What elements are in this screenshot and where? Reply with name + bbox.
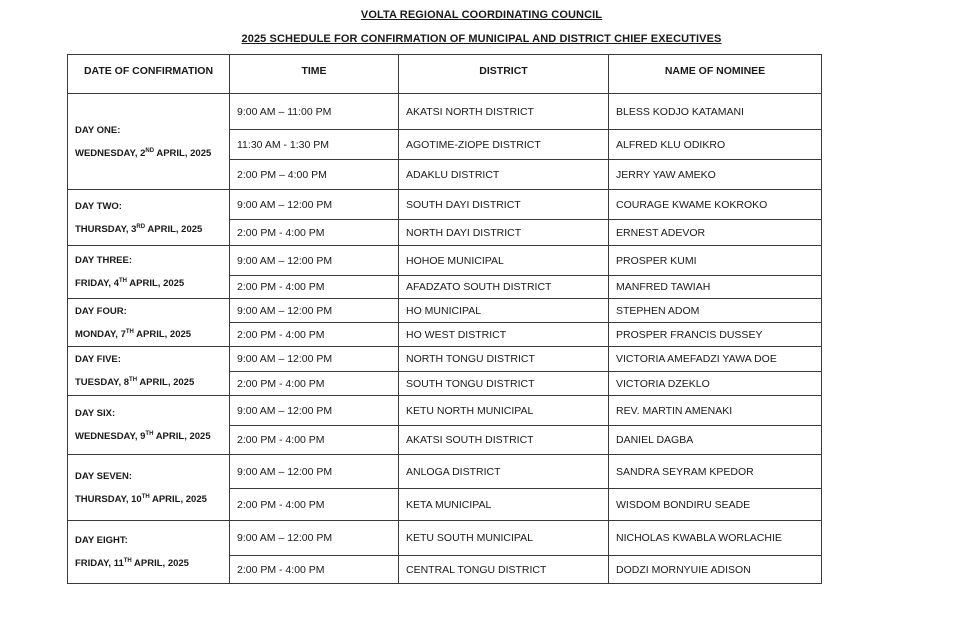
nominee-cell: PROSPER FRANCIS DUSSEY bbox=[609, 323, 822, 347]
nominee-cell: STEPHEN ADOM bbox=[609, 299, 822, 323]
nominee-cell: ERNEST ADEVOR bbox=[609, 220, 822, 246]
day-date bbox=[75, 488, 229, 511]
day-label: DAY THREE: bbox=[75, 255, 133, 266]
time-cell: 2:00 PM - 4:00 PM bbox=[230, 323, 399, 347]
time-cell: 2:00 PM - 4:00 PM bbox=[230, 220, 399, 246]
confirmation-schedule-table bbox=[67, 54, 822, 584]
day-label: DAY ONE: bbox=[75, 124, 121, 136]
day-date bbox=[75, 218, 229, 241]
district-cell: AGOTIME-ZIOPE DISTRICT bbox=[399, 130, 609, 160]
day-date-ordinal: ND bbox=[145, 147, 155, 154]
day-date-main: WEDNESDAY, 2 bbox=[75, 147, 146, 159]
day-date-ordinal: TH bbox=[141, 493, 150, 500]
time-cell: 2:00 PM - 4:00 PM bbox=[230, 276, 399, 299]
time-cell: 9:00 AM – 12:00 PM bbox=[230, 299, 399, 323]
table-row bbox=[68, 299, 822, 323]
confirmation-date-cell bbox=[68, 246, 230, 299]
confirmation-date-cell bbox=[68, 190, 230, 246]
time-cell: 2:00 PM - 4:00 PM bbox=[230, 372, 399, 396]
day-date bbox=[75, 323, 229, 346]
day-date bbox=[75, 371, 229, 394]
day-date-main: THURSDAY, 3 bbox=[75, 223, 137, 235]
day-date-ordinal: TH bbox=[123, 557, 132, 564]
column-header-date: DATE OF CONFIRMATION bbox=[68, 55, 230, 94]
day-date-month-year: APRIL, 2025 bbox=[154, 147, 212, 159]
nominee-cell: VICTORIA DZEKLO bbox=[609, 372, 822, 396]
day-date-month-year: APRIL, 2025 bbox=[153, 431, 211, 442]
district-cell: HO MUNICIPAL bbox=[399, 299, 609, 323]
day-date-month-year: APRIL, 2025 bbox=[149, 493, 207, 505]
time-cell: 9:00 AM – 12:00 PM bbox=[230, 521, 399, 556]
time-cell: 9:00 AM – 12:00 PM bbox=[230, 246, 399, 276]
day-date-main: WEDNESDAY, 9 bbox=[75, 431, 146, 442]
day-date-main: FRIDAY, 4 bbox=[75, 278, 119, 289]
nominee-cell: MANFRED TAWIAH bbox=[609, 276, 822, 299]
day-date-month-year: APRIL, 2025 bbox=[137, 377, 195, 388]
confirmation-date-cell bbox=[68, 396, 230, 455]
confirmation-date-cell bbox=[68, 521, 230, 584]
confirmation-date-cell bbox=[68, 299, 230, 347]
district-cell: AKATSI NORTH DISTRICT bbox=[399, 94, 609, 130]
district-cell: KETU NORTH MUNICIPAL bbox=[399, 396, 609, 426]
day-label: DAY SIX: bbox=[75, 408, 116, 419]
district-cell: NORTH TONGU DISTRICT bbox=[399, 347, 609, 372]
table-row bbox=[68, 455, 822, 489]
district-cell: AKATSI SOUTH DISTRICT bbox=[399, 426, 609, 455]
nominee-cell: VICTORIA AMEFADZI YAWA DOE bbox=[609, 347, 822, 372]
nominee-cell: PROSPER KUMI bbox=[609, 246, 822, 276]
nominee-cell: JERRY YAW AMEKO bbox=[609, 160, 822, 190]
day-date-main: THURSDAY, 10 bbox=[75, 493, 142, 505]
header-row bbox=[68, 55, 822, 94]
day-date-month-year: APRIL, 2025 bbox=[133, 328, 192, 340]
time-cell: 9:00 AM – 11:00 PM bbox=[230, 94, 399, 130]
nominee-cell: NICHOLAS KWABLA WORLACHIE bbox=[609, 521, 822, 556]
nominee-cell: DANIEL DAGBA bbox=[609, 426, 822, 455]
district-cell: KETA MUNICIPAL bbox=[399, 489, 609, 521]
district-cell: SOUTH TONGU DISTRICT bbox=[399, 372, 609, 396]
council-title: VOLTA REGIONAL COORDINATING COUNCIL bbox=[360, 9, 603, 21]
column-header-time: TIME bbox=[230, 55, 399, 94]
time-cell: 9:00 AM – 12:00 PM bbox=[230, 347, 399, 372]
day-label: DAY EIGHT: bbox=[75, 535, 128, 546]
district-cell: SOUTH DAYI DISTRICT bbox=[399, 190, 609, 220]
day-date-month-year: APRIL, 2025 bbox=[127, 278, 185, 289]
district-cell: AFADZATO SOUTH DISTRICT bbox=[399, 276, 609, 299]
day-date-main: MONDAY, 7 bbox=[75, 328, 126, 340]
time-cell: 9:00 AM – 12:00 PM bbox=[230, 396, 399, 426]
table-row bbox=[68, 396, 822, 426]
day-date bbox=[75, 272, 229, 295]
district-cell: HO WEST DISTRICT bbox=[399, 323, 609, 347]
day-label: DAY SEVEN: bbox=[75, 470, 133, 482]
column-header-district: DISTRICT bbox=[399, 55, 609, 94]
day-date-month-year: APRIL, 2025 bbox=[131, 558, 189, 569]
confirmation-date-cell bbox=[68, 455, 230, 521]
nominee-cell: ALFRED KLU ODIKRO bbox=[609, 130, 822, 160]
district-cell: KETU SOUTH MUNICIPAL bbox=[399, 521, 609, 556]
schedule-body bbox=[68, 94, 822, 584]
nominee-cell: REV. MARTIN AMENAKI bbox=[609, 396, 822, 426]
time-cell: 2:00 PM - 4:00 PM bbox=[230, 556, 399, 584]
confirmation-date-cell bbox=[68, 347, 230, 396]
nominee-cell: SANDRA SEYRAM KPEDOR bbox=[609, 455, 822, 489]
day-date-ordinal: TH bbox=[125, 328, 134, 335]
day-date-ordinal: TH bbox=[129, 376, 138, 383]
day-date-main: TUESDAY, 8 bbox=[75, 377, 130, 388]
nominee-cell: WISDOM BONDIRU SEADE bbox=[609, 489, 822, 521]
district-cell: ADAKLU DISTRICT bbox=[399, 160, 609, 190]
nominee-cell: DODZI MORNYUIE ADISON bbox=[609, 556, 822, 584]
district-cell: NORTH DAYI DISTRICT bbox=[399, 220, 609, 246]
schedule-subtitle: 2025 SCHEDULE FOR CONFIRMATION OF MUNICIPAL AND DISTRICT CHIEF EXECUTIVES bbox=[241, 33, 722, 45]
time-cell: 11:30 AM - 1:30 PM bbox=[230, 130, 399, 160]
table-row bbox=[68, 246, 822, 276]
time-cell: 9:00 AM – 12:00 PM bbox=[230, 190, 399, 220]
table-row bbox=[68, 94, 822, 130]
time-cell: 2:00 PM - 4:00 PM bbox=[230, 426, 399, 455]
table-row bbox=[68, 521, 822, 556]
day-date bbox=[75, 142, 229, 165]
table-row bbox=[68, 190, 822, 220]
table-row bbox=[68, 347, 822, 372]
day-date bbox=[75, 552, 229, 575]
confirmation-date-cell bbox=[68, 94, 230, 190]
day-date-ordinal: TH bbox=[145, 430, 154, 437]
day-label: DAY TWO: bbox=[75, 200, 122, 212]
district-cell: HOHOE MUNICIPAL bbox=[399, 246, 609, 276]
time-cell: 9:00 AM – 12:00 PM bbox=[230, 455, 399, 489]
day-date bbox=[75, 425, 229, 448]
day-date-ordinal: TH bbox=[119, 277, 127, 284]
time-cell: 2:00 PM - 4:00 PM bbox=[230, 489, 399, 521]
day-date-ordinal: RD bbox=[136, 223, 146, 230]
column-header-nominee: NAME OF NOMINEE bbox=[609, 55, 822, 94]
day-label: DAY FOUR: bbox=[75, 305, 127, 317]
nominee-cell: BLESS KODJO KATAMANI bbox=[609, 94, 822, 130]
day-date-main: FRIDAY, 11 bbox=[75, 558, 124, 569]
district-cell: ANLOGA DISTRICT bbox=[399, 455, 609, 489]
day-date-month-year: APRIL, 2025 bbox=[145, 223, 203, 235]
time-cell: 2:00 PM – 4:00 PM bbox=[230, 160, 399, 190]
nominee-cell: COURAGE KWAME KOKROKO bbox=[609, 190, 822, 220]
day-label: DAY FIVE: bbox=[75, 354, 121, 365]
district-cell: CENTRAL TONGU DISTRICT bbox=[399, 556, 609, 584]
